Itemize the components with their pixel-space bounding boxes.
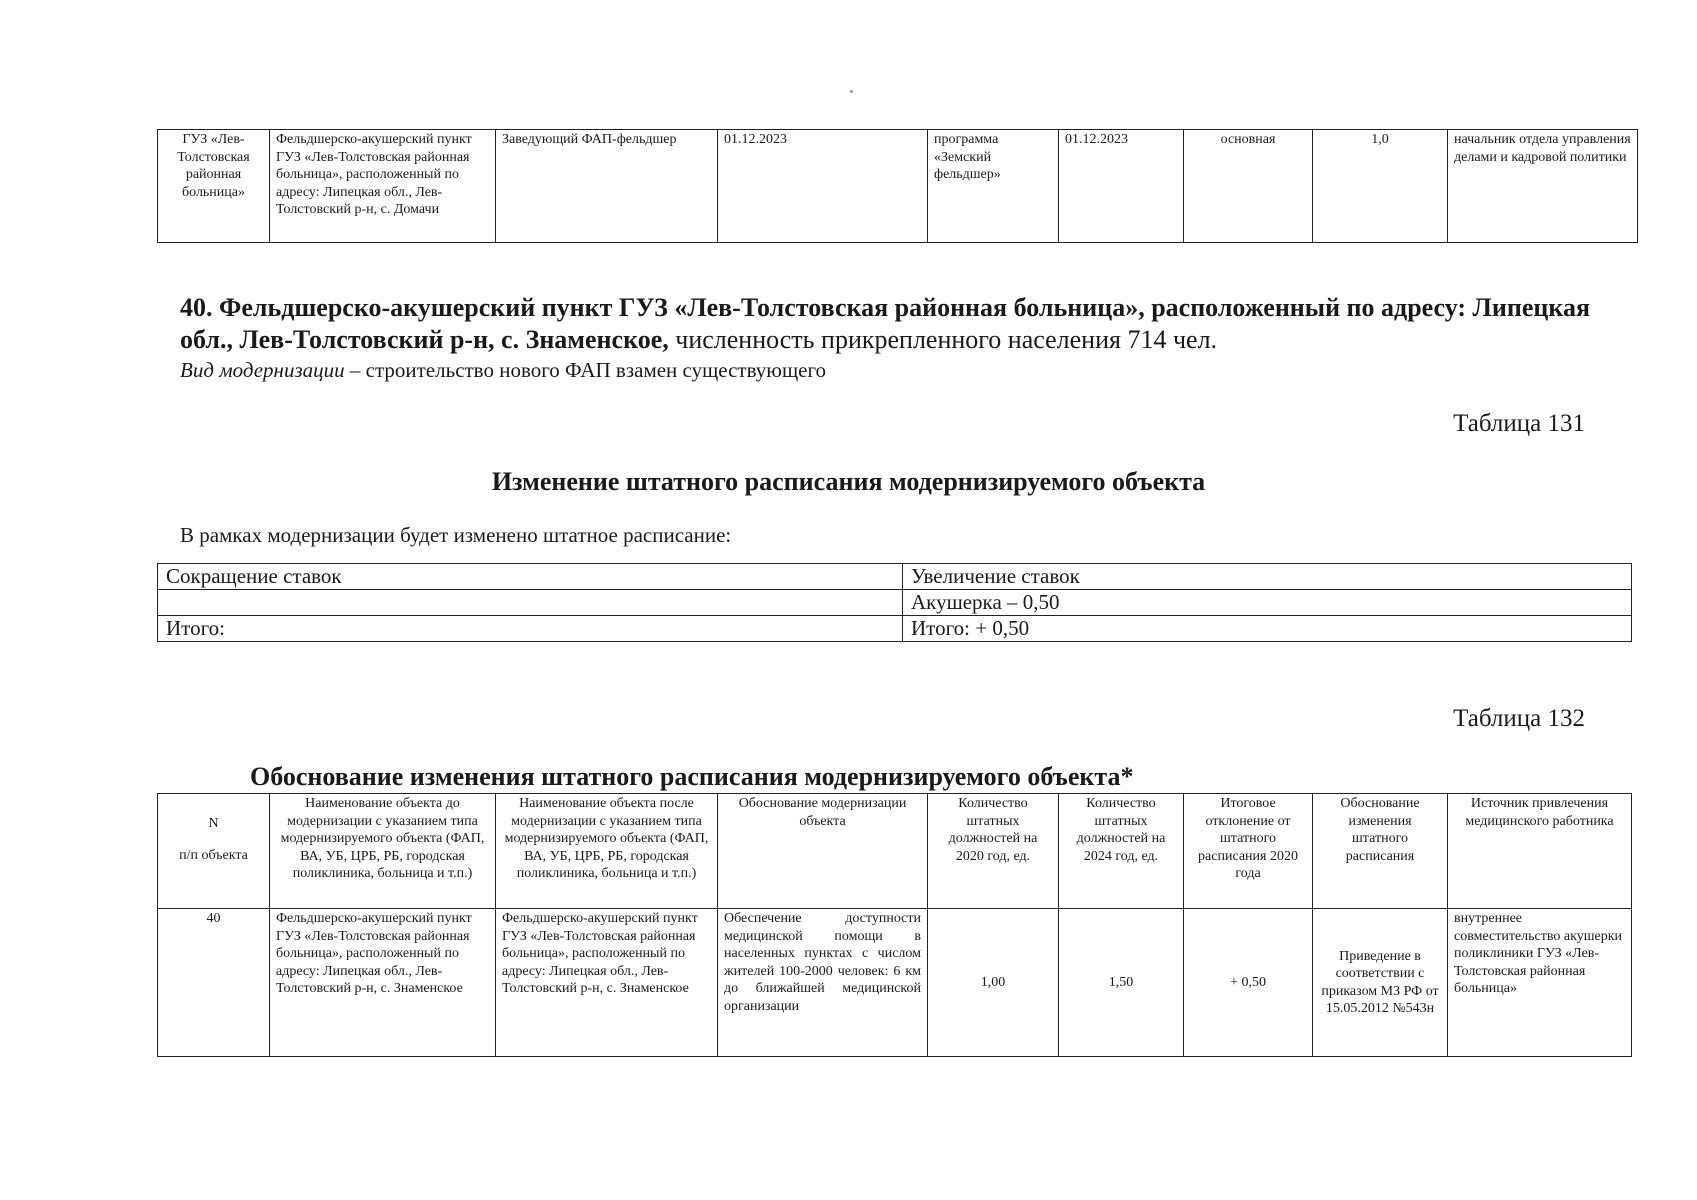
header-n-label: N: [208, 816, 219, 831]
cell-source: внутреннее совместительство акушерки поликлиники ГУЗ «Лев-Толстовская районная больница»: [1448, 909, 1632, 1057]
cell-change-basis: Приведение в соответствии с приказом МЗ РФ от 15.05.2012 №543н: [1313, 909, 1448, 1057]
table-131-intro: В рамках модернизации будет изменено штатное расписание:: [180, 523, 732, 547]
justification-table: [157, 793, 1632, 1057]
table-132-number: Таблица 132: [1453, 705, 1585, 732]
table-row: [158, 130, 1638, 243]
cell-count-2024: 1,50: [1059, 909, 1184, 1057]
header-count-2024: Количество штатных должностей на 2024 год, ед.: [1059, 794, 1184, 909]
header-reduce: Сокращение ставок: [158, 564, 903, 590]
header-count-2020: Количество штатных должностей на 2020 год, ед.: [928, 794, 1059, 909]
header-pp-label: п/п объекта: [179, 847, 248, 863]
header-after: Наименование объекта после модернизации с указанием типа модернизируемого объекта (ФАП, ВА, УБ, ЦРБ, РБ, городская поликлиника, больница и т.п.): [496, 794, 718, 909]
cell-date2: 01.12.2023: [1059, 130, 1184, 243]
modernization-label: Вид модернизации: [180, 358, 345, 382]
cell-rate: 1,0: [1313, 130, 1448, 243]
header-change-basis: Обоснование изменения штатного расписания: [1313, 794, 1448, 909]
section-title-bold: 40. Фельдшерско-акушерский пункт ГУЗ «Лев-Толстовская районная больница», расположенный по адресу: Липецкая обл., Лев-Толстовский р-н, с. Знаменское,: [180, 293, 1591, 354]
cell-reduce: [158, 590, 903, 616]
section-title: [180, 292, 1640, 356]
total-reduce: Итого:: [158, 616, 903, 642]
modernization-type: [180, 358, 826, 383]
header-deviation: Итоговое отклонение от штатного расписания 2020 года: [1184, 794, 1313, 909]
table-header-row: [158, 794, 1632, 909]
scan-speck: [850, 90, 853, 93]
cell-object: Фельдшерско-акушерский пункт ГУЗ «Лев-Толстовская районная больница», расположенный по адресу: Липецкая обл., Лев-Толстовский р-н, с. Домачи: [270, 130, 496, 243]
cell-deviation: + 0,50: [1184, 909, 1313, 1057]
table-row: [158, 590, 1632, 616]
table-132-title: Обоснование изменения штатного расписания модернизируемого объекта*: [250, 762, 1134, 791]
cell-justification: Обеспечение доступности медицинской помощи в населенных пунктах с числом жителей 100-2000 человек: 6 км до ближайшей медицинской организации: [718, 909, 928, 1057]
cell-type: основная: [1184, 130, 1313, 243]
cell-count-2020: 1,00: [928, 909, 1059, 1057]
table-row: [158, 564, 1632, 590]
cell-org: ГУЗ «Лев-Толстовская районная больница»: [158, 130, 270, 243]
table-131-title: Изменение штатного расписания модернизируемого объекта: [491, 467, 1206, 496]
header-justification: Обоснование модернизации объекта: [718, 794, 928, 909]
cell-date: 01.12.2023: [718, 130, 928, 243]
cell-increase: Акушерка – 0,50: [903, 590, 1632, 616]
header-increase: Увеличение ставок: [903, 564, 1632, 590]
header-n: [158, 794, 270, 909]
cell-n: 40: [158, 909, 270, 1057]
staff-change-table: [157, 563, 1632, 642]
prev-table: [157, 129, 1638, 243]
header-before: Наименование объекта до модернизации с указанием типа модернизируемого объекта (ФАП, ВА, УБ, ЦРБ, РБ, городская поликлиника, больница и т.п.): [270, 794, 496, 909]
cell-responsible: начальник отдела управления делами и кадровой политики: [1448, 130, 1638, 243]
cell-after: Фельдшерско-акушерский пункт ГУЗ «Лев-Толстовская районная больница», расположенный по адресу: Липецкая обл., Лев-Толстовский р-н, с. Знаменское: [496, 909, 718, 1057]
section-title-population: численность прикрепленного населения 714 чел.: [668, 325, 1218, 354]
table-row: [158, 909, 1632, 1057]
cell-program: программа «Земский фельдшер»: [928, 130, 1059, 243]
cell-position: Заведующий ФАП-фельдшер: [496, 130, 718, 243]
modernization-text: – строительство нового ФАП взамен существующего: [344, 358, 827, 382]
total-increase: Итого: + 0,50: [903, 616, 1632, 642]
table-row: [158, 616, 1632, 642]
cell-before: Фельдшерско-акушерский пункт ГУЗ «Лев-Толстовская районная больница», расположенный по адресу: Липецкая обл., Лев-Толстовский р-н, с. Знаменское: [270, 909, 496, 1057]
header-source: Источник привлечения медицинского работника: [1448, 794, 1632, 909]
table-131-number: Таблица 131: [1453, 410, 1585, 437]
